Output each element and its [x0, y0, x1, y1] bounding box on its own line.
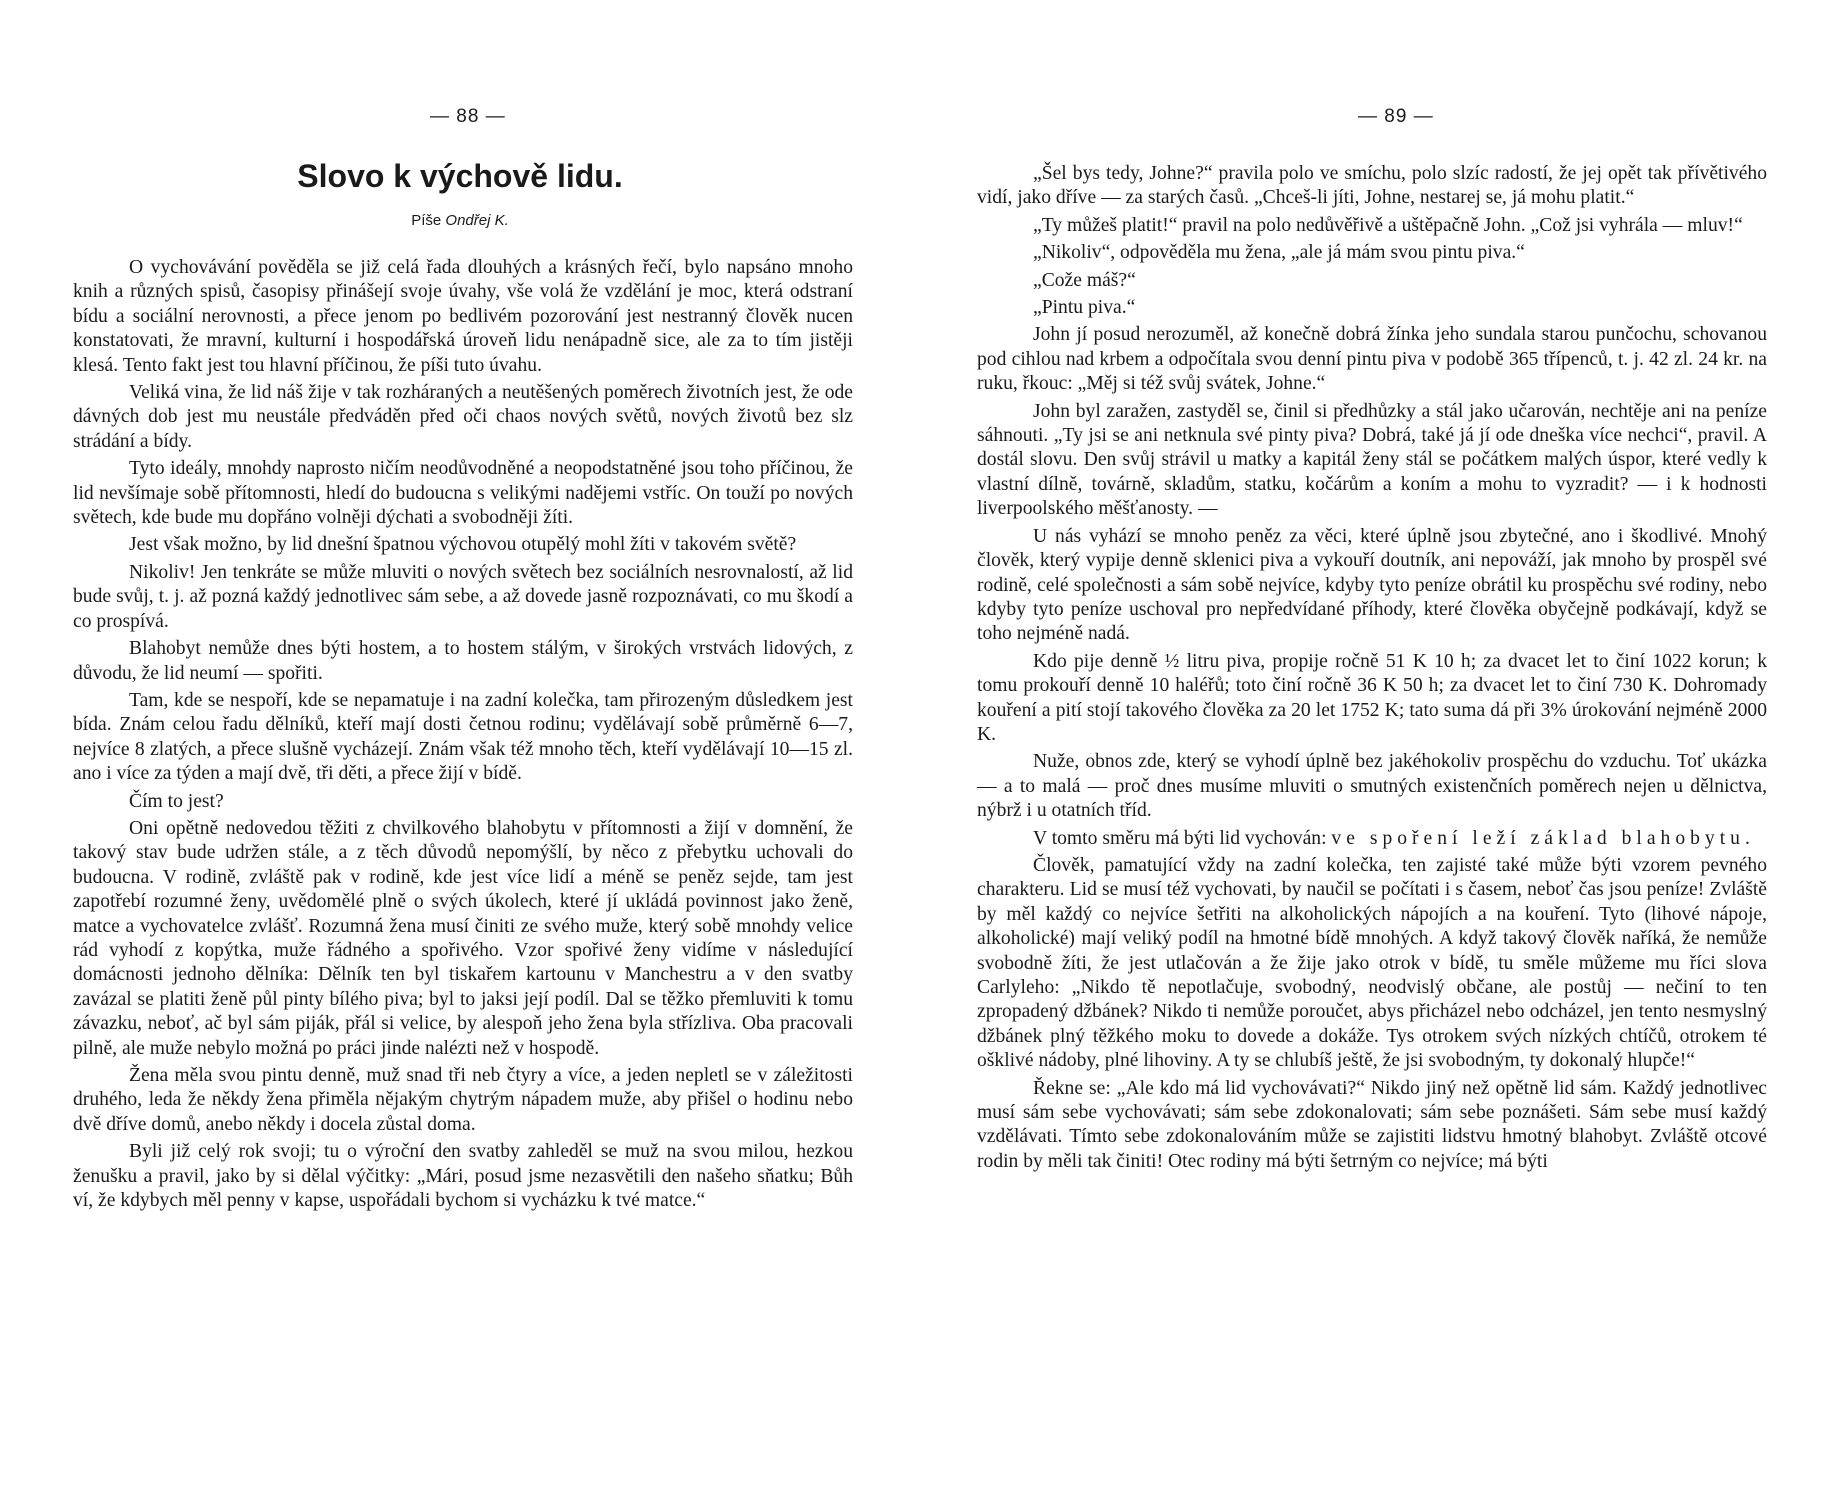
paragraph: John byl zaražen, zastyděl se, činil si předhůzky a stál jako učarován, nechtěje ani na peníze sáhnouti. „Ty jsi se ani netknula své pinty piva? Dobrá, také já jí ode dneška více nechci“, pravil. A dostál slovu. Den svůj strávil u matky a kapitál ženy stál se počátkem malých úspor, které vedly k vlastní dílně, továrně, skladům, statku, kočárům a koním a mohu to vyzradit? — i k hodnosti liverpoolského měšťanosty. — [977, 400, 1767, 520]
paragraph: Žena měla svou pintu denně, muž snad tři neb čtyry a více, a jeden nepletl se v záležitosti druhého, leda že někdy žena přiměla nějakým chytrým nápadem muže, aby přišel o hodinu nebo dvě dříve domů, anebo někdy i docela zůstal doma. [73, 1065, 853, 1135]
paragraph: John jí posud nerozuměl, až konečně dobrá žínka jeho sundala starou punčochu, schovanou pod cihlou nad krbem a odpočítala svou denní pintu piva v podobě 365 třípenců, t. j. 42 zl. 24 kr. na ruku, řkouc: „Měj si též svůj svátek, Johne.“ [977, 324, 1767, 395]
paragraph: Kdo pije denně ½ litru piva, propije ročně 51 K 10 h; za dvacet let to činí 1022 korun; k tomu prokouří denně 10 haléřů; toto činí ročně 36 K 50 h; za dvacet let to činí 730 K. Dohromady kouření a pití stojí takového člověka za 20 let 1752 K; tato suma dá při 3% úrokování nejméně 2000 K. [977, 650, 1767, 745]
spaced-emphasis: ve spoření leží základ blahobytu. [1331, 827, 1755, 849]
paragraph: „Šel bys tedy, Johne?“ pravila polo ve smíchu, polo slzíc radostí, že jej opět tak přívětivého vidí, jako dříve — za starých časů. „Chceš-li jíti, Johne, nestarej se, já mohu platit.“ [977, 163, 1767, 209]
paragraph: Člověk, pamatující vždy na zadní kolečka, ten zajisté také může býti vzorem pevného charakteru. Lid se musí též vychovati, by naučil se počítati i s časem, neboť čas jsou peníze! Zvláště by měl každý co nejvíce šetřiti na alkoholických nápojích a na kouření. Tyto (lihové nápoje, alkoholické) mají veliký podíl na hmotné bídě mnohých. A když takový člověk naříká, že nemůže svobodně žíti, že jest utlačován a že žije jako otrok v bídě, tu směle můžeme mu říci slova Carlyleho: „Nikdo tě nepotlačuje, svobodný, neodvislý občane, ale postůj — nečiní to ten zpropadený džbánek? Nikdo ti nemůže poroučet, abys přicházel nebo odcházel, jen tento nesmyslný džbánek plný těžkého moku to dovede a dokáže. Tys otrokem svých nízkých chtíčů, otrokem té ošklivé nádoby, plné lihoviny. A ty se chlubíš ještě, že jsi svobodným, ty dokonalý hlupče!“ [977, 854, 1767, 1072]
paragraph: „Nikoliv“, odpověděla mu žena, „ale já mám svou pintu piva.“ [1033, 242, 1525, 264]
spaced-lead: V tomto směru má býti lid vychován: [1033, 827, 1332, 849]
paragraph: Nuže, obnos zde, který se vyhodí úplně bez jakéhokoliv prospěchu do vzduchu. Toť ukázka — a to malá — proč dnes musíme mluviti o smutných existenčních poměrech nejen u dělnictva, nýbrž i u otatních tříd. [977, 751, 1767, 822]
article-title: Slovo k výchově lidu. [297, 158, 623, 194]
paragraph: Řekne se: „Ale kdo má lid vychovávati?“ Nikdo jiný než opětně lid sám. Každý jednotlivec musí sám sebe vychovávati; sám sebe zdokonalovati; sám sebe poznášeti. Sám sebe musí každý vzdělávati. Tímto sebe zdokonalováním může se zajistiti lidstvu hmotný blahobyt. Zvláště otcové rodin by měli tak činiti! Otec rodiny má býti šetrným co nejvíce; má býti [977, 1077, 1767, 1172]
page-number: — 88 — [430, 106, 506, 127]
right-page [916, 0, 1832, 1500]
paragraph: Veliká vina, že lid náš žije v tak rozháraných a neutěšených poměrech životních jest, že ode dávných dob jest mu neustále předváděn před oči chaos nových světů, nových životů bez slz strádání a bídy. [73, 382, 853, 452]
paragraph: U nás vyhází se mnoho peněz za věci, které úplně jsou zbytečné, ano i škodlivé. Mnohý člověk, který vypije denně sklenici piva a vykouří doutník, ani nepováží, jak mnoho by prospěl své rodině, celé společnosti a sám sobě nejvíce, kdyby tyto peníze obrátil ku prospěchu své rodiny, nebo kdyby tyto peníze uschoval pro nepředvídané příhody, které člověka obyčejně podkávají, když se toho nejméně nadá. [977, 525, 1767, 645]
right-column [977, 162, 1767, 1177]
paragraph: Byli již celý rok svoji; tu o výroční den svatby zahleděl se muž na svou milou, hezkou ženušku a pravil, jako by si dělal výčitky: „Mári, posud jsme nezasvětili den našeho sňatku; Bůh ví, že kdybych měl penny v kapse, uspořádali bychom si vycházku k tvé matce.“ [73, 1141, 853, 1212]
byline-prefix: Píše [411, 212, 442, 229]
paragraph: Nikoliv! Jen tenkráte se může mluviti o nových světech bez sociálních nesrovnalostí, až lid bude svůj, t. j. až pozná každý jednotlivec sám sebe, a až dovede jasně rozpoznávati, co mu škodí a co prospívá. [73, 561, 853, 632]
paragraph: Čím to jest? [129, 790, 224, 812]
paragraph: Tyto ideály, mnohdy naprosto ničím neodůvodněné a neopodstatněné jsou toho příčinou, že lid nevšímaje sobě přítomnosti, hledí do budoucna s velikými nadějemi vstříc. On touží po nových světech, kde bude mu dopřáno volněji dýchati a svobodněji žíti. [73, 458, 853, 529]
paragraph: „Pintu piva.“ [1033, 297, 1136, 319]
paragraph: Blahobyt nemůže dnes býti hostem, a to hostem stálým, v širokých vrstvách lidových, z důvodu, že lid neumí — spořiti. [73, 638, 853, 684]
paragraph: Tam, kde se nespoří, kde se nepamatuje i na zadní kolečka, tam přirozeným důsledkem jest bída. Znám celou řadu dělníků, kteří mají dosti četnou rodinu; vydělávají sobě průměrně 6—7, nejvíce 8 zlatých, a přece slušně vycházejí. Znám však též mnoho těch, kteří vydělávají 10—15 zl. ano i více za týden a mají dvě, tři děti, a přece žijí v bídě. [73, 689, 853, 785]
paragraph: „Ty můžeš platit!“ pravil na polo nedůvěřivě a uštěpačně John. „Což jsi vyhrála — mluv!“ [1033, 214, 1743, 236]
paragraph: Oni opětně nedovedou těžiti z chvilkového blahobytu v přítomnosti a žijí v domnění, že takový stav bude udržen stále, a z těch důvodů nepomýšlí, by něco z přebytku uchovali do budoucna. V rodině, zvláště pak v rodině, kde jest více lidí a méně se peněz sejde, tam jest zapotřebí rozumné ženy, uvědomělé plně o svých úkolech, které jí ukládá povinnost jako ženě, matce a vychovatelce zvlášť. Rozumná žena musí činiti ze svého muže, který sobě mnohdy velice rád vyhodí z kopýtka, muže řádného a spořivého. Vzor spořivé ženy vidíme v následující domácnosti jednoho dělníka: Dělník ten byl tiskařem kartounu v Manchestru a v den svatby zavázal se platiti ženě půl pinty bílého piva; byl to jaksi její podíl. Dal se těžko přemluviti k tomu závazku, neboť, ač byl sám piják, přál si velice, by alespoň jeho žena byla střízliva. Oba pracovali pilně, ale muže nebylo možná po práci jinde nalézti než v hospodě. [73, 817, 853, 1059]
left-column [73, 256, 853, 1216]
paragraph: „Cože máš?“ [1033, 269, 1136, 291]
paragraph: O vychovávání pověděla se již celá řada dlouhých a krásných řečí, bylo napsáno mnoho knih a různých spisů, časopisy přinášejí svoje úvahy, vše volá že vzdělání je moc, která odstraní bídu a sociální nerovnosti, a přece jenom po bedlivém pozorování jest nestranný člověk nucen konstatovati, že mravní, kulturní i hospodářská úroveň lidu nenápadně sice, ale za to tím jistěji klesá. Tento fakt jest tou hlavní příčinou, že píši tuto úvahu. [73, 257, 853, 376]
spaced-paragraph [977, 827, 1767, 851]
paragraph: Jest však možno, by lid dnešní špatnou výchovou otupělý mohl žíti v takovém světě? [129, 534, 797, 556]
byline-author: Ondřej K. [445, 212, 509, 229]
byline [120, 212, 800, 229]
page-number: — 89 — [1358, 106, 1434, 127]
